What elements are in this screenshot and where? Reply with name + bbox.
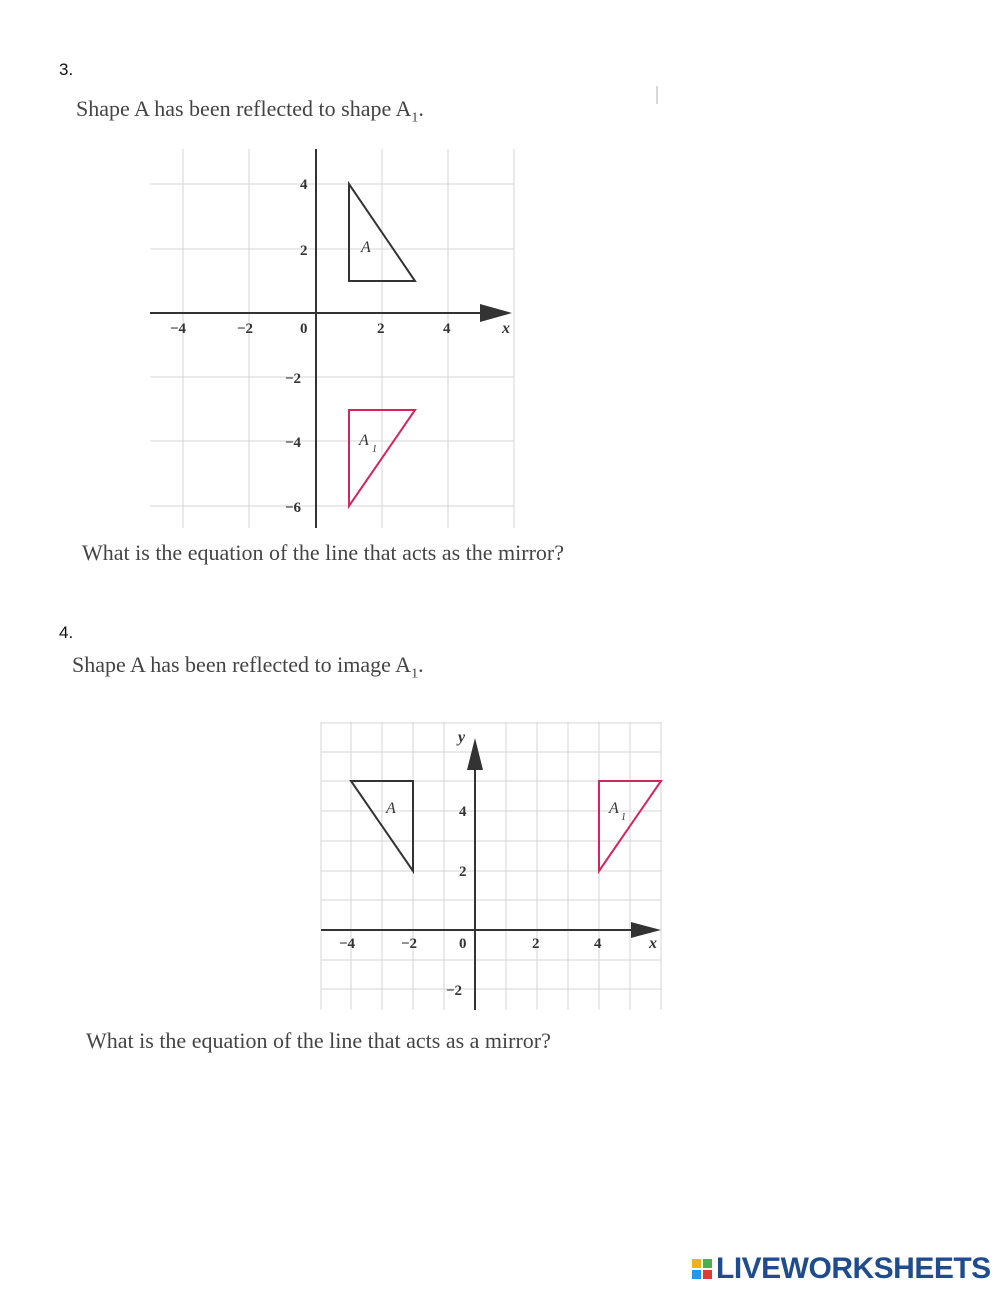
question-number: 4. bbox=[59, 623, 74, 642]
graph-grid bbox=[321, 722, 661, 1010]
shape-a1-subscript: 1 bbox=[372, 444, 377, 455]
shape-a1-label: A bbox=[609, 800, 619, 817]
question-prompt bbox=[72, 652, 424, 682]
brand-square bbox=[703, 1259, 712, 1268]
y-tick-label: 4 bbox=[300, 177, 308, 193]
prompt-end: . bbox=[418, 96, 424, 121]
brand-square bbox=[703, 1270, 712, 1279]
y-tick-label: 2 bbox=[300, 243, 308, 259]
x-tick-label: 4 bbox=[443, 321, 451, 337]
x-axis-label: x bbox=[502, 320, 510, 337]
prompt-subscript: 1 bbox=[411, 666, 419, 682]
graph-grid bbox=[150, 149, 514, 528]
shape-a-label: A bbox=[386, 800, 396, 817]
x-tick-label: 4 bbox=[594, 936, 602, 952]
question-number: 3. bbox=[59, 60, 74, 79]
x-tick-label: 2 bbox=[377, 321, 385, 337]
x-tick-label: −2 bbox=[401, 936, 418, 952]
question-text: What is the equation of the line that acts as a mirror? bbox=[86, 1028, 551, 1053]
coordinate-graph-q3 bbox=[140, 145, 530, 530]
y-tick-label: 4 bbox=[459, 804, 467, 820]
prompt-text: Shape A has been reflected to image A bbox=[72, 652, 412, 677]
shape-a-label: A bbox=[361, 239, 371, 256]
shape-a1-subscript: 1 bbox=[621, 812, 626, 823]
y-tick-label: −4 bbox=[285, 435, 302, 451]
brand-square bbox=[692, 1259, 701, 1268]
x-axis-label: x bbox=[649, 935, 657, 952]
brand-square bbox=[692, 1270, 701, 1279]
shape-a1-label: A bbox=[359, 432, 369, 449]
text-cursor-mark bbox=[656, 86, 658, 104]
liveworksheets-logo bbox=[692, 1252, 991, 1286]
prompt-subscript: 1 bbox=[411, 110, 419, 126]
brand-wordmark: LIVEWORKSHEETS bbox=[716, 1252, 991, 1285]
prompt-end: . bbox=[418, 652, 424, 677]
question-prompt bbox=[76, 96, 424, 126]
coordinate-graph-q4 bbox=[315, 720, 675, 1015]
prompt-text: Shape A has been reflected to shape A bbox=[76, 96, 412, 121]
brand-grid-icon bbox=[692, 1259, 712, 1279]
x-tick-label: −2 bbox=[237, 321, 254, 337]
y-axis-arrow bbox=[467, 738, 483, 770]
x-tick-label: −4 bbox=[339, 936, 356, 952]
x-tick-label: 2 bbox=[532, 936, 540, 952]
x-tick-label: −4 bbox=[170, 321, 187, 337]
y-tick-label: −2 bbox=[446, 983, 463, 999]
y-tick-label: −6 bbox=[285, 500, 302, 516]
y-axis-label: y bbox=[458, 729, 466, 746]
question-text: What is the equation of the line that acts as the mirror? bbox=[82, 540, 565, 565]
y-tick-label: 2 bbox=[459, 864, 467, 880]
y-tick-label: −2 bbox=[285, 371, 302, 387]
x-tick-label: 0 bbox=[459, 936, 467, 952]
x-tick-label: 0 bbox=[300, 321, 308, 337]
